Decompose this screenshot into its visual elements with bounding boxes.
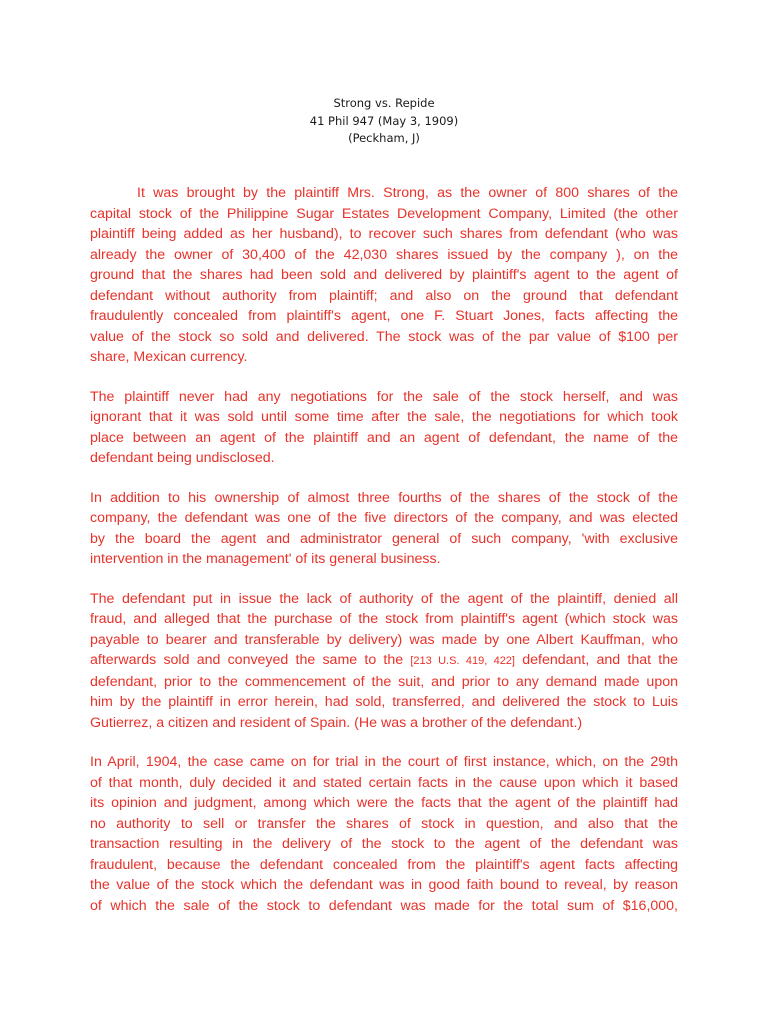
paragraph-line: the value of the stock which the defendant was in good faith bound to reveal, by reason [90,877,678,893]
paragraph-line: The plaintiff never had any negotiations for the sale of the stock herself, and was [90,388,678,405]
paragraph-line: ground that the shares had been sold and delivered by plaintiff's agent to the agent of [90,267,678,283]
paragraph-line: ignorant that it was sold until some time after the sale, the negotiations for which took [90,409,678,425]
paragraph-trial [90,752,678,916]
paragraph-line: In addition to his ownership of almost three fourths of the shares of the stock of the [90,489,678,506]
paragraph-line: It was brought by the plaintiff Mrs. Strong, as the owner of 800 shares of the [137,185,678,201]
paragraph-ownership [90,488,678,570]
paragraph-line: by the board the agent and administrator general of such company, 'with exclusive [90,530,678,547]
paragraph-line-with-citation [90,650,678,672]
case-title: Strong vs. Repide [333,96,435,110]
paragraph-line: The defendant put in issue the lack of authority of the agent of the plaintiff, denied all [90,590,678,607]
paragraph-line: defendant without authority from plaintiff; and also on the ground that defendant [90,287,678,304]
paragraph-line: fraud, and alleged that the purchase of the stock from plaintiff's agent (which stock was [90,611,678,627]
paragraph-line: fraudulently concealed from plaintiff's agent, one F. Stuart Jones, facts affecting the [90,308,678,324]
case-ponente: (Peckham, J) [348,131,420,145]
paragraph-line-text: afterwards sold and conveyed the same to the [90,652,404,668]
paragraph-line: him by the plaintiff in error herein, had sold, transferred, and delivered the stock to Luis [90,694,678,710]
paragraph-line: its opinion and judgment, among which were the facts that the agent of the plaintiff had [90,795,678,811]
paragraph-facts [90,183,678,368]
paragraph-line: In April, 1904, the case came on for trial in the court of first instance, which, on the 29th [90,754,678,770]
paragraph-line-text: defendant, and that the [522,652,678,668]
paragraph-line: place between an agent of the plaintiff and an agent of defendant, the name of the [90,429,678,446]
paragraph-line: of that month, duly decided it and stated certain facts in the cause upon which it based [90,774,678,791]
page-citation: [213 U.S. 419, 422] [410,655,515,667]
paragraph-line: transaction resulting in the delivery of the stock to the agent of the defendant was [90,836,678,852]
paragraph-line: Gutierrez, a citizen and resident of Spain. (He was a brother of the defendant.) [90,714,583,731]
case-body [90,183,678,935]
paragraph-line: company, the defendant was one of the five directors of the company, and was elected [90,510,678,526]
paragraph-line: intervention in the management' of its general business. [90,551,441,567]
paragraph-line: plaintiff being added as her husband), to recover such shares from defendant (who was [90,226,678,242]
paragraph-line: already the owner of 30,400 of the 42,030 shares issued by the company ), on the [90,246,678,263]
paragraph-line: value of the stock so sold and delivered. The stock was of the par value of $100 per [90,328,678,345]
paragraph-line: defendant, prior to the commencement of the suit, and prior to any demand made upon [90,673,678,690]
paragraph-line: capital stock of the Philippine Sugar Estates Development Company, Limited (the other [90,205,678,222]
paragraph-line: no authority to sell or transfer the shares of stock in question, and also that the [90,815,678,832]
paragraph-line: payable to bearer and transferable by delivery) was made by one Albert Kauffman, who [90,631,678,648]
paragraph-line: fraudulent, because the defendant concealed from the plaintiff's agent facts affecting [90,856,678,873]
paragraph-line: share, Mexican currency. [90,349,248,365]
case-header [0,95,768,148]
paragraph-negotiations [90,387,678,469]
paragraph-defense [90,589,678,734]
paragraph-line: defendant being undisclosed. [90,450,275,466]
paragraph-line: of which the sale of the stock to defendant was made for the total sum of $16,000, [90,897,678,914]
case-citation: 41 Phil 947 (May 3, 1909) [309,113,459,128]
